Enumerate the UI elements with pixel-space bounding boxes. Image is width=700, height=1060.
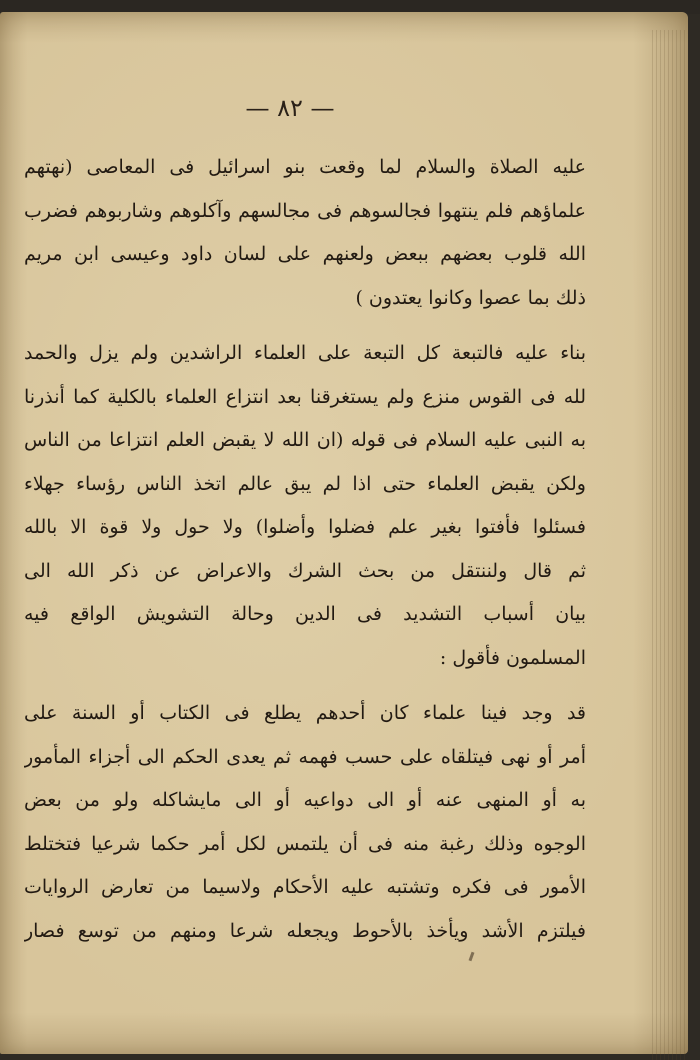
page-edge-stack	[652, 30, 688, 1060]
text-line: بيان أسباب التشديد فى الدين وحالة التشويش الواقع فيه	[24, 603, 586, 625]
text-line: علماؤهم فلم ينتهوا فجالسوهم فى مجالسهم وآكلوهم وشاربوهم فضرب	[24, 199, 586, 222]
text-line: قد وجد فينا علماء كان أحدهم يطلع فى الكتاب أو السنة على	[24, 702, 586, 724]
paragraph	[24, 550, 586, 681]
text-line: به النبى عليه السلام فى قوله (ان الله لا يقبض العلم انتزاعا من الناس	[24, 429, 586, 451]
page-number: — ٨٢ —	[245, 94, 335, 122]
text-line: عليه الصلاة والسلام لما وقعت بنو اسرائيل فى المعاصى (نهتهم	[24, 156, 586, 178]
text-line: لله فى القوس منزع ولم يستغرقنا بعد انتزاع العلماء بالكلية كما أنذرنا	[24, 385, 586, 408]
text-line: ثم قال ولننتقل من بحث الشرك والاعراض عن ذكر الله الى	[24, 559, 586, 582]
paragraph	[24, 332, 586, 550]
text-line: الوجوه وذلك رغبة منه فى أن يلتمس لكل أمر حكما شرعيا فتختلط	[24, 832, 586, 855]
text-line: فسئلوا فأفتوا بغير علم فضلوا وأضلوا) ولا حول ولا قوة الا بالله	[24, 516, 586, 538]
text-line: به أو المنهى عنه أو الى دواعيه أو الى مايشاكله ولو من بعض	[24, 789, 586, 811]
text-line: ولكن يقبض العلماء حتى اذا لم يبق عالم اتخذ الناس رؤساء جهلاء	[24, 472, 586, 495]
text-line: بناء عليه فالتبعة كل التبعة على العلماء الراشدين ولم يزل والحمد	[24, 342, 586, 364]
text-line: المسلمون فأقول :	[439, 646, 586, 669]
text-line: أمر أو نهى فيتلقاه على حسب فهمه ثم يعدى الحكم الى أجزاء المأمور	[24, 745, 586, 768]
text-line: الأمور فى فكره وتشتبه عليه الأحكام ولاسيما من تعارض الروايات	[24, 876, 586, 898]
text-line: ذلك بما عصوا وكانوا يعتدون )	[355, 286, 586, 309]
text-line: فيلتزم الأشد ويأخذ بالأحوط ويجعله شرعا ومنهم من توسع فصار	[24, 919, 586, 942]
text-line: الله قلوب بعضهم ببعض ولعنهم على لسان داود وعيسى ابن مريم	[24, 243, 586, 265]
paragraph	[24, 692, 586, 953]
body-text	[24, 146, 586, 953]
paragraph	[24, 146, 586, 320]
